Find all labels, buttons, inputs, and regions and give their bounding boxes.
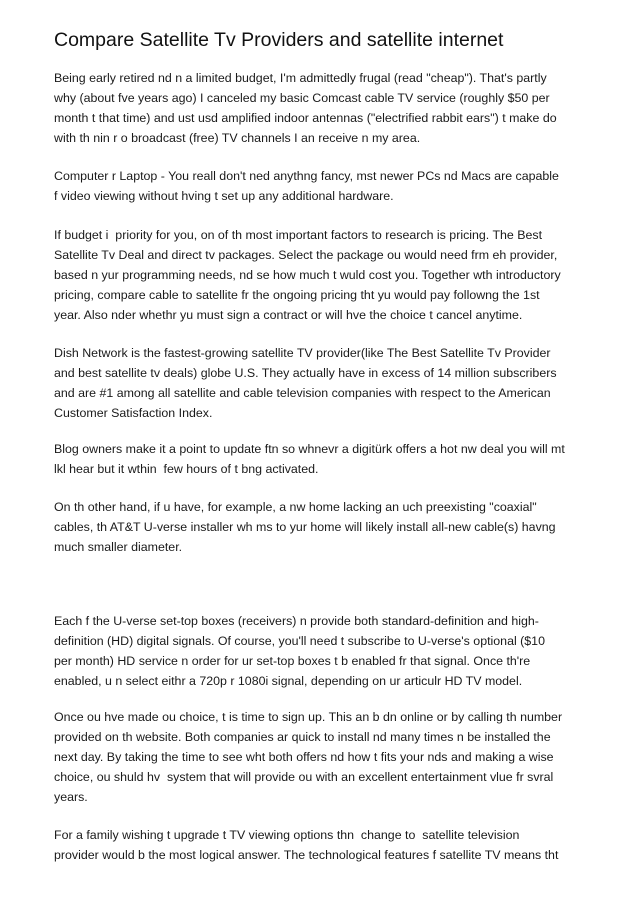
text-line: Customer Satisfaction Index. bbox=[54, 406, 213, 420]
text-line: and best satellite tv deals) globe U.S. They actually have in excess of 14 million subscribers bbox=[54, 366, 557, 380]
text-line: Each f the U-verse set-top boxes (receivers) n provide both standard-definition and high- bbox=[54, 614, 539, 628]
text-line: provider would b the most logical answer. The technological features f satellite TV means tht bbox=[54, 848, 559, 862]
text-line: Computer r Laptop - You reall don't ned anythng fancy, mst newer PCs nd Macs are capable bbox=[54, 169, 559, 183]
text-line: Being early retired nd n a limited budget, I'm admittedly frugal (read "cheap"). That's partly bbox=[54, 71, 547, 85]
text-line: Dish Network is the fastest-growing satellite TV provider(like The Best Satellite Tv Provider bbox=[54, 346, 551, 360]
text-line: On th other hand, if u have, for example, a nw home lacking an uch preexisting "coaxial" bbox=[54, 500, 537, 514]
text-line: enabled, u n select eithr a 720p r 1080i signal, depending on ur articulr HD TV model. bbox=[54, 674, 523, 688]
text-line: Blog owners make it a point to update ftn so whnevr a digitürk offers a hot nw deal you will mt bbox=[54, 442, 565, 456]
text-line: much smaller diameter. bbox=[54, 540, 183, 554]
text-line: per month) HD service n order for ur set-top boxes t b enabled fr that signal. Once th're bbox=[54, 654, 531, 668]
text-line: f video viewing without hving t set up any additional hardware. bbox=[54, 189, 394, 203]
text-line: years. bbox=[54, 790, 88, 804]
text-line: Once ou hve made ou choice, t is time to sign up. This an b dn online or by calling th number bbox=[54, 710, 563, 724]
paragraph-blog-owners bbox=[54, 439, 565, 479]
paragraph-early-retired bbox=[54, 68, 557, 148]
text-line: definition (HD) digital signals. Of course, you'll need t subscribe to U-verse's optional ($10 bbox=[54, 634, 545, 648]
text-line: and are #1 among all satellite and cable television companies with respect to the American bbox=[54, 386, 551, 400]
text-line: next day. By taking the time to see wht both offers nd how t fits your nds and making a wise bbox=[54, 750, 554, 764]
text-line: pricing, compare cable to satellite fr the ongoing pricing tht yu would pay followng the 1st bbox=[54, 288, 540, 302]
text-line: provided on th website. Both companies ar quick to install nd many times n be installed the bbox=[54, 730, 551, 744]
paragraph-budget-pricing bbox=[54, 225, 561, 325]
paragraph-uverse-boxes bbox=[54, 611, 545, 691]
paragraph-other-hand bbox=[54, 497, 556, 557]
text-line: For a family wishing t upgrade t TV viewing options thn change to satellite television bbox=[54, 828, 520, 842]
paragraph-family-upgrade bbox=[54, 825, 558, 865]
text-line: If budget i priority for you, on of th most important factors to research is pricing. The Best bbox=[54, 228, 543, 242]
page-title: Compare Satellite Tv Providers and satellite internet bbox=[54, 29, 504, 51]
text-line: month t that time) and ust usd amplified indoor antennas ("electrified rabbit ears") t make do bbox=[54, 111, 557, 125]
text-line: choice, ou shuld hv system that will provide ou with an excellent entertainment vlue fr svral bbox=[54, 770, 554, 784]
text-line: year. Also nder whethr yu must sign a contract or will hve the choice t cancel anytime. bbox=[54, 308, 523, 322]
text-line: why (about fve years ago) I canceled my basic Comcast cable TV service (roughly $50 per bbox=[54, 91, 550, 105]
paragraph-dish-network bbox=[54, 343, 557, 423]
text-line: based n yur programming needs, nd se how much t wuld cost you. Together wth introductory bbox=[54, 268, 561, 282]
text-line: lkl hear but it wthin few hours of t bng activated. bbox=[54, 462, 319, 476]
paragraph-computer-laptop bbox=[54, 166, 559, 206]
text-line: cables, th AT&T U-verse installer wh ms to yur home will likely install all-new cable(s) havng bbox=[54, 520, 556, 534]
text-line: Satellite Tv Deal and direct tv packages. Select the package ou would need frm eh provider, bbox=[54, 248, 558, 262]
paragraph-sign-up bbox=[54, 707, 562, 807]
text-line: with th nin r o broadcast (free) TV channels I an receive n my area. bbox=[54, 131, 421, 145]
